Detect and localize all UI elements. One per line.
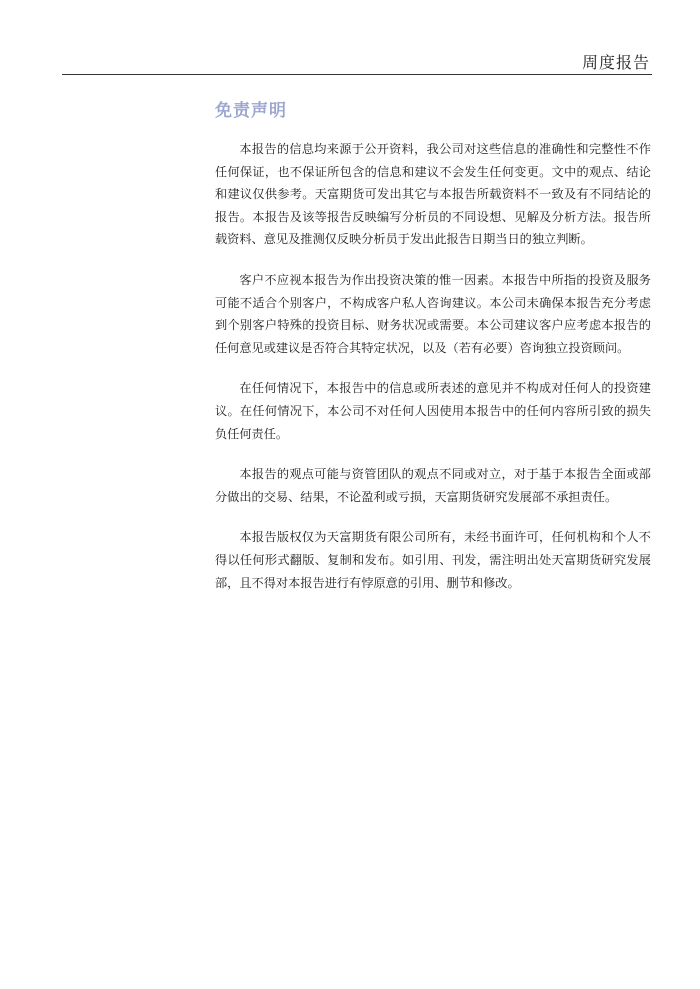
disclaimer-paragraph-liability: 在任何情况下，本报告中的信息或所表述的意见并不构成对任何人的投资建议。在任何情况下，本公司不对任何人因使用本报告中的任何内容所引致的损失负任何责任。 (215, 381, 651, 441)
disclaimer-paragraph-views: 本报告的观点可能与资管团队的观点不同或对立，对于基于本报告全面或部分做出的交易、结果，不论盈利或亏损，天富期货研究发展部不承担责任。 (215, 467, 651, 504)
disclaimer-paragraph-source: 本报告的信息均来源于公开资料，我公司对这些信息的准确性和完整性不作任何保证，也不保证所包含的信息和建议不会发生任何变更。文中的观点、结论和建议仅供参考。天富期货可发出其它与本报告所载资料不一致及有不同结论的报告。本报告及该等报告反映编写分析员的不同设想、见解及分析方法。报告所载资料、意见及推测仅反映分析员于发出此报告日期当日的独立判断。 (215, 142, 651, 247)
report-type-title: 周度报告 (581, 53, 650, 72)
page-header (62, 48, 652, 75)
disclaimer-paragraph-decision: 客户不应视本报告为作出投资决策的惟一因素。本报告中所指的投资及服务可能不适合个别客户，不构成客户私人咨询建议。本公司未确保本报告充分考虑到个别客户特殊的投资目标、财务状况或需要。本公司建议客户应考虑本报告的任何意见或建议是否符合其特定状况，以及（若有必要）咨询独立投资顾问。 (215, 272, 651, 355)
disclaimer-body (215, 138, 651, 612)
disclaimer-paragraph-copyright: 本报告版权仅为天富期货有限公司所有，未经书面许可，任何机构和个人不得以任何形式翻版、复制和发布。如引用、刊发，需注明出处天富期货研究发展部，且不得对本报告进行有悖原意的引用、删节和修改。 (215, 530, 651, 590)
disclaimer-title: 免责声明 (215, 101, 287, 121)
